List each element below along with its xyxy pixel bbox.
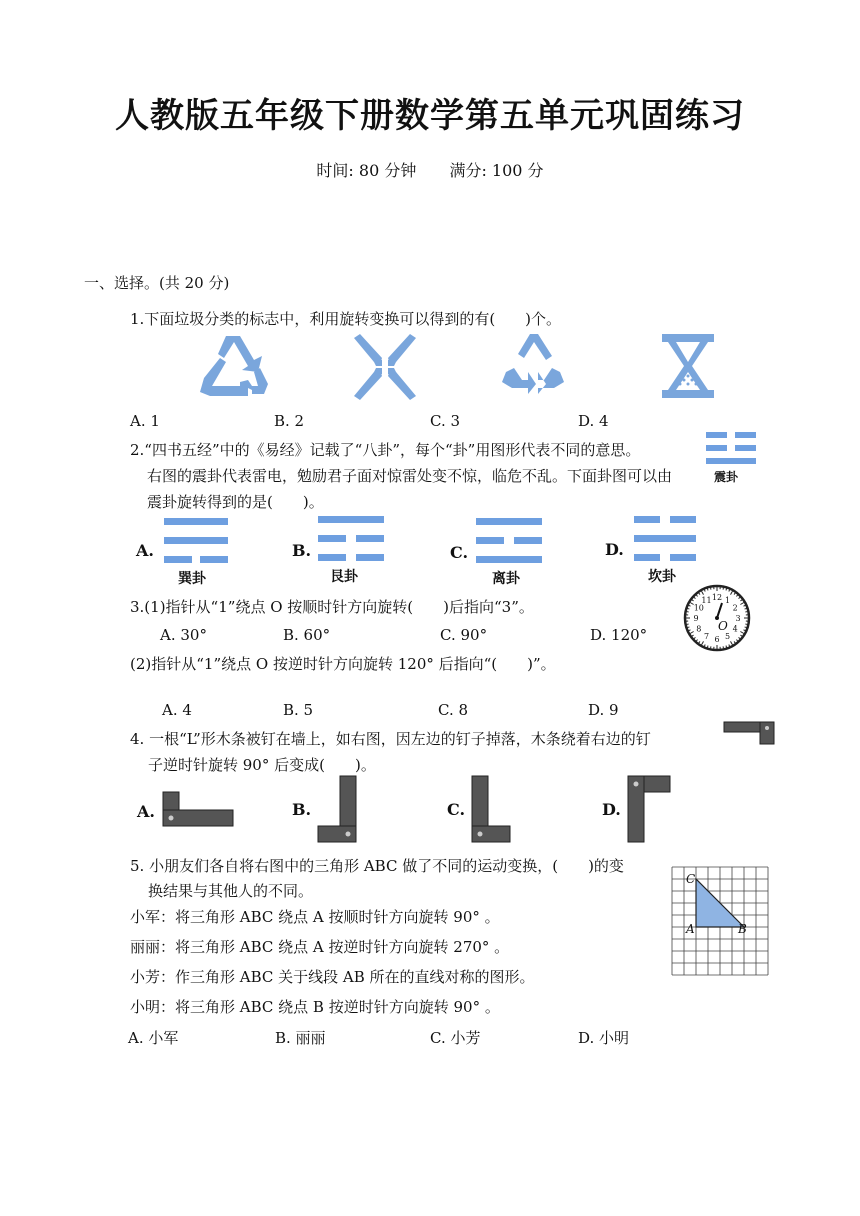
l-shaped-wood-icon <box>724 718 774 746</box>
recycle-arrows-x-icon <box>350 334 420 400</box>
hourglass-icon <box>660 332 716 400</box>
q5-option-c[interactable]: C. 小芳 <box>430 1029 481 1047</box>
q1-text: 1.下面垃圾分类的标志中，利用旋转变换可以得到的有( )个。 <box>130 310 562 328</box>
gen-trigram-icon[interactable] <box>318 516 384 562</box>
q4-text-line1: 4. 一根“L”形木条被钉在墙上，如右图，因左边的钉子掉落，木条绕着右边的钉 <box>130 730 651 748</box>
q4-text-line2: 子逆时针旋转 90° 后变成( )。 <box>148 756 376 774</box>
q1-option-b[interactable]: B. 2 <box>274 412 305 430</box>
clock-tick <box>688 627 690 628</box>
q2-option-b-name: 艮卦 <box>330 569 358 585</box>
q5-option-b[interactable]: B. 丽丽 <box>275 1029 326 1047</box>
xun-trigram-icon[interactable] <box>164 518 228 564</box>
clock-center-label: O <box>718 619 728 633</box>
q5-statement-xiaoming: 小明：将三角形 ABC 绕点 B 按逆时针方向旋转 90° 。 <box>130 998 500 1016</box>
q4-option-b-letter[interactable]: B. <box>292 800 312 819</box>
q3-part1-text: 3.(1)指针从“1”绕点 O 按顺时针方向旋转( )后指向“3”。 <box>130 598 534 616</box>
exam-time: 时间: 80 分钟 <box>316 161 417 180</box>
clock-tick <box>707 589 708 591</box>
q2-text-line1: 2.“四书五经”中的《易经》记载了“八卦”，每个“卦”用图形代表不同的意思。 <box>130 441 641 459</box>
wood-option-b-icon[interactable] <box>318 776 358 842</box>
clock-tick <box>726 589 727 591</box>
q4-option-d-letter[interactable]: D. <box>602 800 621 819</box>
q2-option-c-name: 离卦 <box>492 571 520 587</box>
q3-1-option-c[interactable]: C. 90° <box>440 626 488 644</box>
q3-1-option-d[interactable]: D. 120° <box>590 626 648 644</box>
clock-tick <box>726 646 727 648</box>
grid-label-c: C <box>686 872 696 886</box>
q2-option-d-letter[interactable]: D. <box>605 540 624 559</box>
q3-2-option-c[interactable]: C. 8 <box>438 701 469 719</box>
li-trigram-icon[interactable] <box>476 518 542 564</box>
q1-option-a[interactable]: A. 1 <box>130 412 160 430</box>
q2-option-c-letter[interactable]: C. <box>450 543 469 562</box>
q3-2-option-a[interactable]: A. 4 <box>162 701 192 719</box>
q1-option-c[interactable]: C. 3 <box>430 412 461 430</box>
q4-option-a-letter[interactable]: A. <box>137 802 155 821</box>
zhen-trigram-label: 震卦 <box>714 470 739 484</box>
clock-number: 3 <box>735 614 741 623</box>
q2-option-d-name: 坎卦 <box>648 569 676 585</box>
clock-number: 12 <box>711 593 723 602</box>
q5-option-a[interactable]: A. 小军 <box>128 1029 179 1047</box>
q2-text-line2: 右图的震卦代表雷电，勉励君子面对惊雷处变不惊，临危不乱。下面卦图可以由 <box>147 467 673 485</box>
section-heading: 一、选择。(共 20 分) <box>84 274 230 292</box>
clock-number: 8 <box>696 624 702 634</box>
q2-option-b-letter[interactable]: B. <box>292 541 312 560</box>
wood-option-c-icon[interactable] <box>472 776 510 842</box>
clock-number: 11 <box>701 595 712 605</box>
clock-number: 7 <box>703 632 710 642</box>
q3-1-option-b[interactable]: B. 60° <box>283 626 331 644</box>
wood-option-a-icon[interactable] <box>163 792 233 826</box>
q5-text-line2: 换结果与其他人的不同。 <box>148 882 314 900</box>
clock-number: 10 <box>693 603 704 613</box>
grid-label-a: A <box>686 922 695 936</box>
recycle-triangle-icon <box>196 332 270 400</box>
wood-option-d-icon[interactable] <box>628 776 670 842</box>
clock-number: 5 <box>724 632 731 642</box>
q5-statement-xiaojun: 小军：将三角形 ABC 绕点 A 按顺时针方向旋转 90° 。 <box>130 908 500 926</box>
grid-label-b: B <box>738 922 747 936</box>
q5-text-line1: 5. 小朋友们各自将右图中的三角形 ABC 做了不同的运动变换，( )的变 <box>130 857 624 875</box>
clock-tick <box>745 627 747 628</box>
q3-2-option-b[interactable]: B. 5 <box>283 701 314 719</box>
q3-2-option-d[interactable]: D. 9 <box>588 701 619 719</box>
clock-number: 2 <box>732 603 738 613</box>
clock-figure <box>682 583 752 653</box>
q1-option-d[interactable]: D. 4 <box>578 412 609 430</box>
clock-number: 4 <box>732 624 738 634</box>
clock-tick <box>745 608 747 609</box>
clock-tick <box>707 646 708 648</box>
q5-option-d[interactable]: D. 小明 <box>578 1029 630 1047</box>
page-title: 人教版五年级下册数学第五单元巩固练习 <box>115 96 745 136</box>
q5-statement-lili: 丽丽：将三角形 ABC 绕点 A 按逆时针方向旋转 270° 。 <box>130 938 510 956</box>
clock-number: 6 <box>714 635 720 644</box>
clock-number: 1 <box>724 595 731 605</box>
clock-tick <box>688 608 690 609</box>
q2-option-a-name: 巽卦 <box>178 571 206 587</box>
q2-text-line3: 震卦旋转得到的是( )。 <box>147 493 324 511</box>
q2-option-a-letter[interactable]: A. <box>136 541 154 560</box>
q3-1-option-a[interactable]: A. 30° <box>160 626 207 644</box>
triangle-grid-figure <box>672 867 768 975</box>
exam-meta <box>0 158 860 181</box>
q3-part2-text: (2)指针从“1”绕点 O 按逆时针方向旋转 120° 后指向“( )”。 <box>130 655 556 673</box>
zhen-trigram-icon <box>706 432 756 466</box>
clock-number: 9 <box>693 614 699 623</box>
q5-statement-xiaofang: 小芳：作三角形 ABC 关于线段 AB 所在的直线对称的图形。 <box>130 968 535 986</box>
exam-score: 满分: 100 分 <box>449 161 544 180</box>
recycle-tree-icon <box>498 332 568 400</box>
q4-option-c-letter[interactable]: C. <box>447 800 466 819</box>
kan-trigram-icon[interactable] <box>634 516 696 562</box>
